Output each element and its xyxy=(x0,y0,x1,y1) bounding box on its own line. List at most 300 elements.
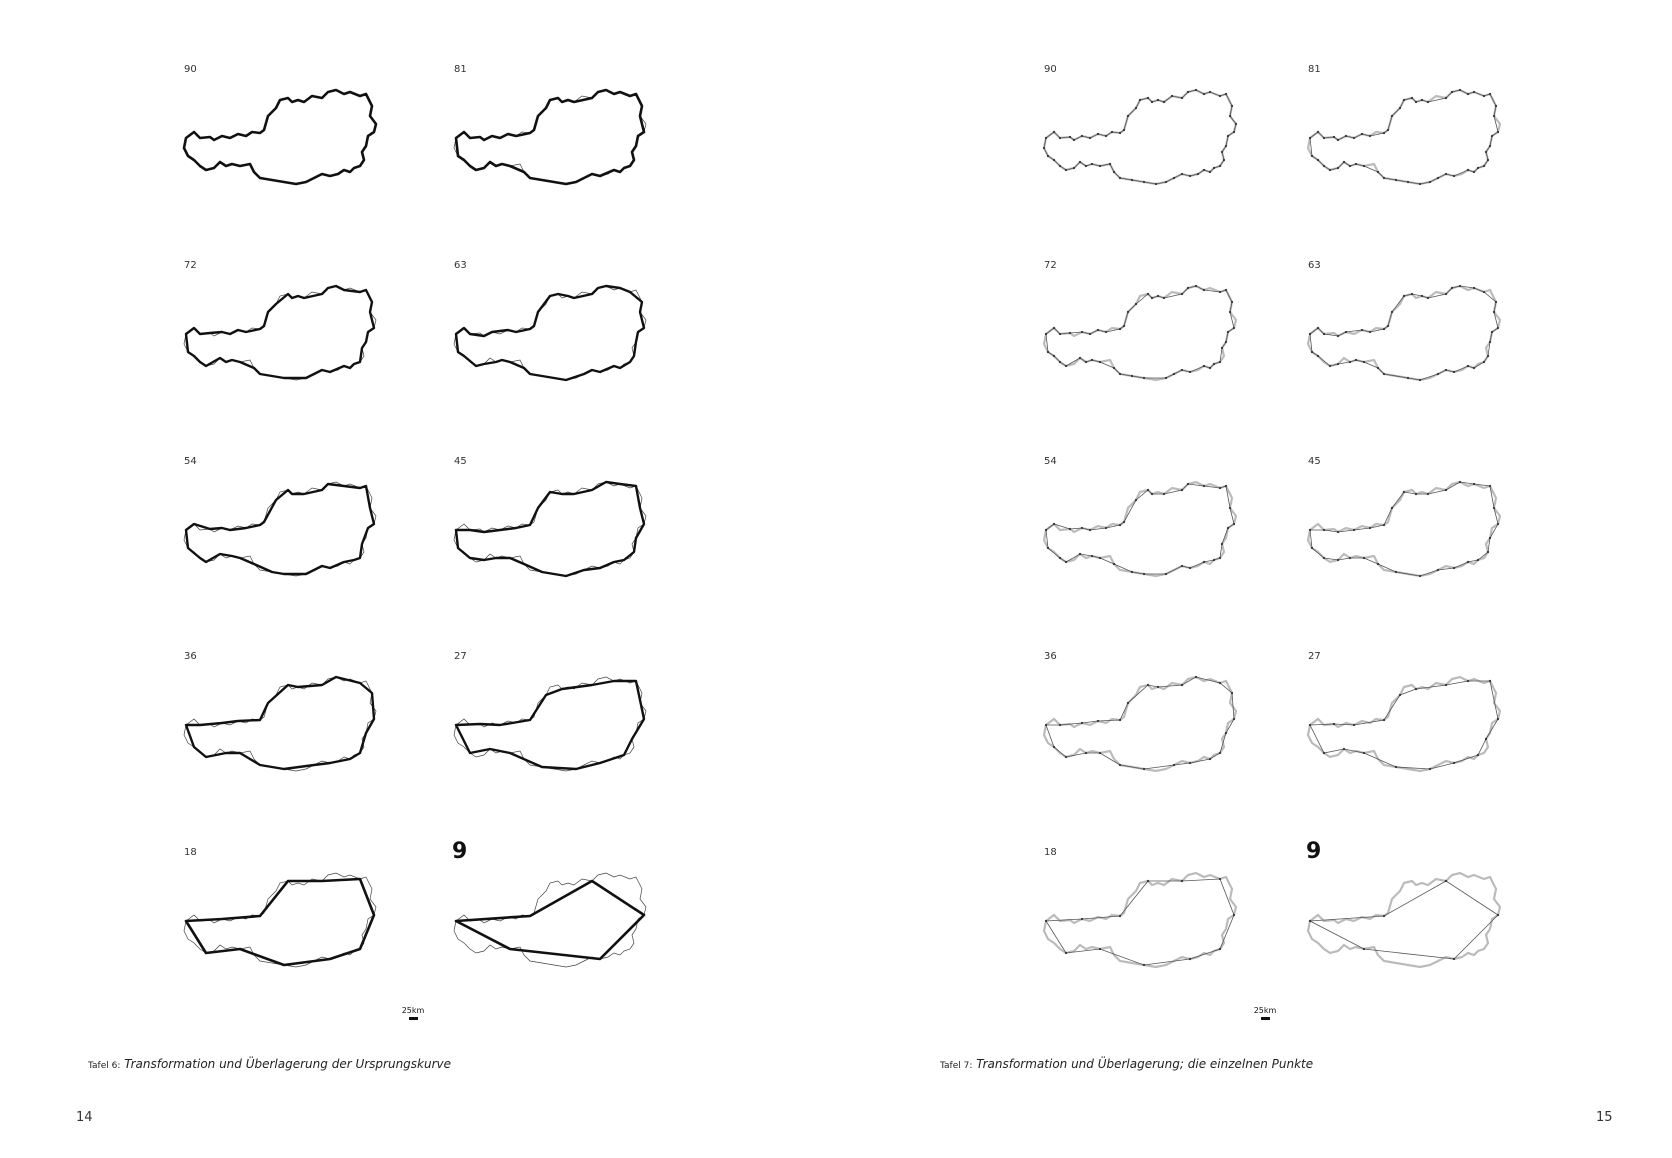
figure-label: 27 xyxy=(454,651,467,662)
outline-point xyxy=(1203,93,1205,95)
outline-point xyxy=(1363,557,1365,559)
outline-point xyxy=(1135,107,1137,109)
outline-point xyxy=(1231,301,1233,303)
figure-label: 9 xyxy=(452,839,468,864)
scale-bar xyxy=(1250,1006,1280,1020)
outline-point xyxy=(1437,373,1439,375)
outline-point xyxy=(1127,702,1129,704)
outline-point xyxy=(1123,521,1125,523)
outline-point xyxy=(1225,485,1227,487)
outline-point xyxy=(1445,369,1447,371)
outline-point xyxy=(1363,165,1365,167)
outline-point xyxy=(1497,131,1499,133)
outline-point xyxy=(1119,132,1121,134)
figure-72-right xyxy=(1040,260,1280,410)
figure-label: 81 xyxy=(454,64,467,75)
outline-point xyxy=(1065,169,1067,171)
outline-point xyxy=(1053,746,1055,748)
outline-point xyxy=(1489,537,1491,539)
outline-point xyxy=(1233,327,1235,329)
point-map xyxy=(1304,478,1524,588)
caption xyxy=(940,1057,1313,1071)
outline-point xyxy=(1317,131,1319,133)
outline-point xyxy=(1045,920,1047,922)
outline-point xyxy=(1467,169,1469,171)
point-map xyxy=(1304,869,1524,979)
outline-point xyxy=(1091,359,1093,361)
outline-point xyxy=(1069,528,1071,530)
outline-point xyxy=(1451,287,1453,289)
outline-map xyxy=(450,86,670,196)
outline-point xyxy=(1453,762,1455,764)
outline-point xyxy=(1467,680,1469,682)
outline-point xyxy=(1391,507,1393,509)
figure-label: 36 xyxy=(1044,651,1057,662)
outline-point xyxy=(1073,139,1075,141)
outline-point xyxy=(1421,295,1423,297)
outline-point xyxy=(1053,523,1055,525)
outline-point xyxy=(1157,686,1159,688)
outline-map xyxy=(180,869,400,979)
outline-point xyxy=(1081,722,1083,724)
outline-point xyxy=(1119,328,1121,330)
outline-point xyxy=(1113,563,1115,565)
outline-point xyxy=(1487,551,1489,553)
outline-point xyxy=(1353,724,1355,726)
outline-point xyxy=(1317,159,1319,161)
outline-point xyxy=(1229,507,1231,509)
transformed-outline xyxy=(456,286,644,380)
outline-point xyxy=(1323,529,1325,531)
outline-point xyxy=(1189,567,1191,569)
outline-point xyxy=(1089,137,1091,139)
outline-point xyxy=(1181,97,1183,99)
outline-point xyxy=(1143,573,1145,575)
outline-point xyxy=(1349,557,1351,559)
outline-point xyxy=(1403,99,1405,101)
figure-45-right xyxy=(1304,456,1544,606)
outline-point xyxy=(1337,139,1339,141)
outline-point xyxy=(1221,543,1223,545)
outline-point xyxy=(1187,91,1189,93)
outline-point xyxy=(1079,161,1081,163)
outline-point xyxy=(1437,569,1439,571)
transformed-outline xyxy=(456,881,644,959)
outline-point xyxy=(1415,101,1417,103)
outline-point xyxy=(1343,748,1345,750)
outline-point xyxy=(1089,529,1091,531)
page-number: 14 xyxy=(76,1110,93,1125)
outline-point xyxy=(1453,371,1455,373)
outline-point xyxy=(1219,682,1221,684)
outline-point xyxy=(1363,948,1365,950)
outline-point xyxy=(1445,684,1447,686)
outline-point xyxy=(1119,719,1121,721)
outline-point xyxy=(1173,764,1175,766)
outline-point xyxy=(1453,958,1455,960)
outline-point xyxy=(1119,524,1121,526)
outline-point xyxy=(1311,155,1313,157)
outline-point xyxy=(1225,145,1227,147)
figure-label: 54 xyxy=(184,456,197,467)
outline-point xyxy=(1495,301,1497,303)
outline-point xyxy=(1045,137,1047,139)
outline-point xyxy=(1323,165,1325,167)
outline-point xyxy=(1395,766,1397,768)
outline-point xyxy=(1171,95,1173,97)
outline-point xyxy=(1203,289,1205,291)
outline-point xyxy=(1411,293,1413,295)
outline-point xyxy=(1407,377,1409,379)
outline-point xyxy=(1085,752,1087,754)
outline-point xyxy=(1231,692,1233,694)
figure-label: 27 xyxy=(1308,651,1321,662)
outline-point xyxy=(1353,529,1355,531)
caption-label: Tafel 7: xyxy=(940,1061,973,1071)
outline-point xyxy=(1143,768,1145,770)
outline-point xyxy=(1099,557,1101,559)
outline-point xyxy=(1395,179,1397,181)
halo-outline xyxy=(1308,873,1500,967)
figure-54-right xyxy=(1040,456,1280,606)
outline-point xyxy=(1329,169,1331,171)
caption-text: Transformation und Überlagerung der Ursprungskurve xyxy=(124,1057,452,1071)
outline-point xyxy=(1181,489,1183,491)
outline-point xyxy=(1213,559,1215,561)
outline-point xyxy=(1329,365,1331,367)
outline-point xyxy=(1233,523,1235,525)
figure-18-left xyxy=(180,847,420,997)
outline-point xyxy=(1219,487,1221,489)
outline-point xyxy=(1219,165,1221,167)
outline-point xyxy=(1387,325,1389,327)
outline-point xyxy=(1333,723,1335,725)
outline-point xyxy=(1227,527,1229,529)
outline-point xyxy=(1487,355,1489,357)
outline-point xyxy=(1369,135,1371,137)
outline-point xyxy=(1311,351,1313,353)
outline-point xyxy=(1363,361,1365,363)
outline-point xyxy=(1131,571,1133,573)
outline-point xyxy=(1047,155,1049,157)
outline-point xyxy=(1473,367,1475,369)
outline-point xyxy=(1495,105,1497,107)
figure-label: 90 xyxy=(184,64,197,75)
outline-point xyxy=(1047,351,1049,353)
outline-point xyxy=(1467,365,1469,367)
outline-point xyxy=(1065,365,1067,367)
figure-9-right xyxy=(1304,839,1544,997)
outline-point xyxy=(1059,137,1061,139)
outline-point xyxy=(1419,575,1421,577)
halo-outline xyxy=(1308,286,1500,380)
outline-point xyxy=(1345,135,1347,137)
outline-point xyxy=(1473,287,1475,289)
outline-point xyxy=(1383,328,1385,330)
scale-label: 25km xyxy=(401,1006,425,1015)
outline-point xyxy=(1323,333,1325,335)
outline-map xyxy=(180,673,400,783)
outline-point xyxy=(1429,768,1431,770)
outline-point xyxy=(1079,553,1081,555)
outline-point xyxy=(1421,99,1423,101)
outline-point xyxy=(1119,177,1121,179)
outline-point xyxy=(1451,91,1453,93)
outline-point xyxy=(1361,133,1363,135)
halo-outline xyxy=(1308,90,1500,184)
outline-point xyxy=(1127,311,1129,313)
outline-point xyxy=(1323,557,1325,559)
outline-point xyxy=(1497,327,1499,329)
figure-63-left xyxy=(450,260,690,410)
outline-point xyxy=(1187,287,1189,289)
outline-point xyxy=(1231,105,1233,107)
halo-outline xyxy=(1308,482,1500,576)
page-number: 15 xyxy=(1596,1110,1613,1125)
outline-point xyxy=(1203,561,1205,563)
outline-map xyxy=(450,282,670,392)
figure-27-left xyxy=(450,651,690,801)
outline-point xyxy=(1181,684,1183,686)
outline-point xyxy=(1453,175,1455,177)
outline-point xyxy=(1483,95,1485,97)
outline-point xyxy=(1459,481,1461,483)
outline-point xyxy=(1143,181,1145,183)
outline-point xyxy=(1445,173,1447,175)
figure-90-right xyxy=(1040,64,1280,214)
outline-point xyxy=(1209,758,1211,760)
outline-point xyxy=(1427,297,1429,299)
outline-point xyxy=(1073,167,1075,169)
outline-point xyxy=(1113,171,1115,173)
point-outline xyxy=(1044,90,1236,184)
outline-point xyxy=(1219,878,1221,880)
outline-point xyxy=(1391,311,1393,313)
outline-point xyxy=(1477,559,1479,561)
outline-point xyxy=(1383,719,1385,721)
figure-label: 63 xyxy=(1308,260,1321,271)
outline-point xyxy=(1489,145,1491,147)
figure-label: 45 xyxy=(454,456,467,467)
outline-point xyxy=(1485,738,1487,740)
outline-point xyxy=(1097,329,1099,331)
outline-point xyxy=(1473,483,1475,485)
figure-label: 72 xyxy=(184,260,197,271)
outline-point xyxy=(1091,555,1093,557)
outline-map xyxy=(450,478,670,588)
outline-point xyxy=(1085,361,1087,363)
outline-point xyxy=(1467,93,1469,95)
outline-point xyxy=(1135,303,1137,305)
outline-point xyxy=(1309,137,1311,139)
outline-point xyxy=(1487,159,1489,161)
outline-point xyxy=(1111,131,1113,133)
figure-54-left xyxy=(180,456,420,606)
figure-label: 36 xyxy=(184,651,197,662)
outline-point xyxy=(1213,167,1215,169)
outline-point xyxy=(1493,115,1495,117)
outline-point xyxy=(1323,752,1325,754)
outline-point xyxy=(1059,165,1061,167)
outline-point xyxy=(1415,688,1417,690)
outline-point xyxy=(1477,754,1479,756)
figure-81-left xyxy=(450,64,690,214)
outline-point xyxy=(1337,167,1339,169)
figure-label: 90 xyxy=(1044,64,1057,75)
outline-point xyxy=(1317,355,1319,357)
outline-point xyxy=(1143,377,1145,379)
outline-point xyxy=(1151,297,1153,299)
scale-label: 25km xyxy=(1253,1006,1277,1015)
outline-point xyxy=(1399,694,1401,696)
outline-point xyxy=(1065,952,1067,954)
outline-point xyxy=(1195,285,1197,287)
outline-point xyxy=(1407,181,1409,183)
outline-point xyxy=(1165,181,1167,183)
outline-point xyxy=(1147,880,1149,882)
halo-outline xyxy=(1044,90,1236,184)
outline-point xyxy=(1349,165,1351,167)
outline-point xyxy=(1387,129,1389,131)
outline-point xyxy=(1309,724,1311,726)
outline-point xyxy=(1147,489,1149,491)
point-map xyxy=(1304,86,1524,196)
outline-map xyxy=(180,478,400,588)
outline-point xyxy=(1225,341,1227,343)
outline-point xyxy=(1459,89,1461,91)
outline-point xyxy=(1187,483,1189,485)
outline-point xyxy=(1105,135,1107,137)
outline-point xyxy=(1203,169,1205,171)
outline-point xyxy=(1059,333,1061,335)
outline-point xyxy=(1337,559,1339,561)
outline-map xyxy=(180,86,400,196)
outline-point xyxy=(1099,948,1101,950)
outline-point xyxy=(1119,915,1121,917)
outline-point xyxy=(1235,123,1237,125)
outline-point xyxy=(1189,175,1191,177)
outline-point xyxy=(1119,764,1121,766)
figure-36-left xyxy=(180,651,420,801)
outline-point xyxy=(1173,177,1175,179)
outline-point xyxy=(1483,291,1485,293)
outline-point xyxy=(1355,163,1357,165)
outline-point xyxy=(1173,373,1175,375)
transformed-outline xyxy=(184,90,376,184)
outline-point xyxy=(1163,493,1165,495)
outline-point xyxy=(1493,507,1495,509)
outline-point xyxy=(1363,752,1365,754)
transformed-outline xyxy=(456,482,644,576)
outline-point xyxy=(1081,918,1083,920)
outline-point xyxy=(1165,377,1167,379)
outline-point xyxy=(1491,331,1493,333)
outline-point xyxy=(1163,297,1165,299)
outline-point xyxy=(1151,101,1153,103)
outline-point xyxy=(1197,173,1199,175)
outline-point xyxy=(1337,363,1339,365)
figure-27-right xyxy=(1304,651,1544,801)
outline-point xyxy=(1203,365,1205,367)
outline-point xyxy=(1403,491,1405,493)
figure-18-right xyxy=(1040,847,1280,997)
outline-point xyxy=(1181,173,1183,175)
outline-point xyxy=(1445,880,1447,882)
outline-point xyxy=(1377,563,1379,565)
outline-point xyxy=(1489,680,1491,682)
outline-point xyxy=(1081,331,1083,333)
outline-point xyxy=(1069,332,1071,334)
outline-point xyxy=(1219,752,1221,754)
outline-point xyxy=(1383,177,1385,179)
outline-point xyxy=(1045,333,1047,335)
point-outline xyxy=(1310,881,1498,959)
outline-point xyxy=(1053,131,1055,133)
outline-map xyxy=(450,869,670,979)
transformed-outline xyxy=(456,681,644,769)
outline-point xyxy=(1467,561,1469,563)
outline-point xyxy=(1085,165,1087,167)
outline-point xyxy=(1053,159,1055,161)
outline-point xyxy=(1195,89,1197,91)
outline-point xyxy=(1181,369,1183,371)
outline-point xyxy=(1427,101,1429,103)
outline-point xyxy=(1317,327,1319,329)
outline-point xyxy=(1395,571,1397,573)
outline-point xyxy=(1337,531,1339,533)
outline-point xyxy=(1323,137,1325,139)
point-map xyxy=(1304,673,1524,783)
outline-point xyxy=(1181,880,1183,882)
outline-point xyxy=(1059,557,1061,559)
outline-point xyxy=(1181,293,1183,295)
outline-point xyxy=(1181,565,1183,567)
point-map xyxy=(1040,86,1260,196)
outline-point xyxy=(1043,147,1045,149)
outline-point xyxy=(1227,331,1229,333)
outline-point xyxy=(1219,361,1221,363)
outline-point xyxy=(1225,732,1227,734)
scale-bar-mark xyxy=(409,1017,418,1020)
outline-point xyxy=(1131,375,1133,377)
outline-point xyxy=(1069,136,1071,138)
outline-map xyxy=(450,673,670,783)
outline-point xyxy=(1343,161,1345,163)
outline-point xyxy=(1485,151,1487,153)
outline-point xyxy=(1065,561,1067,563)
outline-point xyxy=(1225,289,1227,291)
outline-point xyxy=(1089,333,1091,335)
outline-point xyxy=(1213,363,1215,365)
outline-point xyxy=(1209,367,1211,369)
outline-point xyxy=(1151,493,1153,495)
outline-point xyxy=(1419,183,1421,185)
outline-point xyxy=(1473,171,1475,173)
outline-point xyxy=(1219,95,1221,97)
figure-63-right xyxy=(1304,260,1544,410)
outline-point xyxy=(1309,529,1311,531)
outline-point xyxy=(1445,489,1447,491)
figure-label: 18 xyxy=(184,847,197,858)
outline-point xyxy=(1489,93,1491,95)
outline-point xyxy=(1369,527,1371,529)
outline-point xyxy=(1045,529,1047,531)
outline-point xyxy=(1131,179,1133,181)
figure-label: 63 xyxy=(454,260,467,271)
outline-point xyxy=(1163,101,1165,103)
outline-point xyxy=(1099,361,1101,363)
transformed-outline xyxy=(186,677,374,769)
